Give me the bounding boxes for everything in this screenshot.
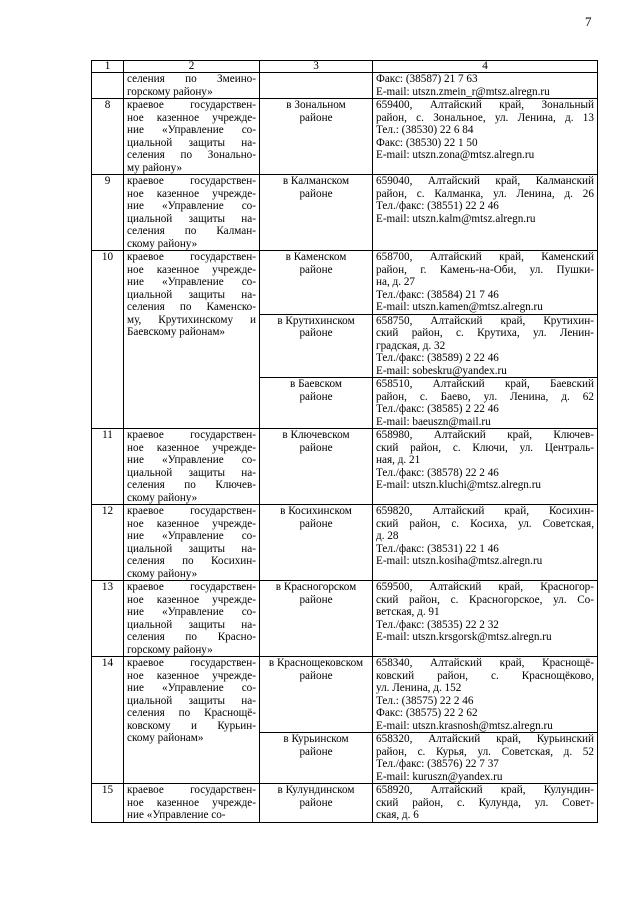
- district-line: в Каменском: [285, 251, 347, 263]
- table-row: [92, 73, 598, 99]
- organization-line: циальной защиты на-: [127, 542, 256, 555]
- organization-line: селения по Красно-: [127, 631, 256, 643]
- organization-name: [124, 175, 260, 251]
- district-name: [260, 657, 373, 733]
- table-row: [92, 581, 598, 657]
- offices-table-body: [92, 61, 598, 823]
- address-line: E-mail: utszn.kalm@mtsz.alregn.ru: [376, 212, 536, 225]
- district-line: в Крутихинском: [277, 314, 355, 327]
- address-line: Факс: (38530) 22 1 50: [376, 136, 478, 149]
- organization-line: циальной защиты на-: [127, 466, 256, 479]
- organization-line: краевое государствен-: [127, 99, 256, 111]
- organization-line: ное казенное учрежде-: [127, 441, 256, 454]
- organization-name: [124, 429, 260, 505]
- address-line: E-mail: utszn.zona@mtsz.alregn.ru: [376, 149, 535, 161]
- district-line: в Краснощековском: [268, 657, 364, 669]
- address-line: 659400, Алтайский край, Зональный: [376, 99, 594, 111]
- district-line: районе: [299, 745, 333, 758]
- table-row: [92, 657, 598, 733]
- table-row: [92, 429, 598, 505]
- office-address: [373, 581, 598, 657]
- district-line: в Кулундинском: [277, 784, 355, 796]
- district-line: в Калманском: [282, 175, 350, 187]
- row-number: 12: [92, 505, 124, 581]
- address-line: район, с. Зональное, ул. Ленина, д. 13: [376, 111, 594, 124]
- organization-line: краевое государствен-: [127, 581, 256, 593]
- address-line: градская, д. 32: [376, 339, 446, 352]
- address-line: ский район, с. Красногорское, ул. Со-: [376, 593, 594, 606]
- table-row: [92, 99, 598, 175]
- address-line: Тел./факс: (38576) 22 7 37: [376, 758, 499, 770]
- district-name: [260, 784, 373, 823]
- district-line: районе: [299, 390, 333, 403]
- district-line: в Ключевском: [282, 429, 350, 441]
- address-line: ский район, с. Косиха, ул. Советская,: [376, 517, 594, 530]
- organization-line: краевое государствен-: [127, 429, 256, 441]
- organization-line: ние «Управление со-: [127, 276, 256, 288]
- address-line: район, г. Камень-на-Оби, ул. Пушки-: [376, 263, 594, 276]
- header-cell-2: 2: [124, 61, 260, 73]
- district-line: в Курьинском: [283, 733, 349, 745]
- row-number: [92, 73, 124, 99]
- address-line: ский район, с. Крутиха, ул. Ленин-: [376, 327, 594, 339]
- district-name: [260, 314, 373, 378]
- office-address: [373, 175, 598, 251]
- office-address: [373, 733, 598, 784]
- address-line: ветская, д. 91: [376, 606, 440, 618]
- address-line: д. 28: [376, 530, 399, 542]
- organization-line: краевое государствен-: [127, 784, 256, 796]
- organization-line: ние «Управление со-: [127, 809, 226, 821]
- district-name: [260, 175, 373, 251]
- office-address: [373, 505, 598, 581]
- organization-line: скому району»: [127, 567, 198, 580]
- address-line: ский район, с. Ключи, ул. Централь-: [376, 441, 594, 454]
- organization-line: селения по Калман-: [127, 225, 256, 237]
- address-line: Тел./факс: (38584) 21 7 46: [376, 288, 499, 301]
- organization-line: ние «Управление со-: [127, 200, 256, 212]
- organization-line: селения по Змеино-: [127, 73, 256, 85]
- row-number: 14: [92, 657, 124, 784]
- organization-line: скому району»: [127, 237, 198, 250]
- address-line: Тел./факс: (38531) 22 1 46: [376, 542, 499, 555]
- organization-name: [124, 251, 260, 429]
- address-line: E-mail: utszn.zmein_r@mtsz.alregn.ru: [376, 85, 550, 98]
- organization-line: циальной защиты на-: [127, 618, 256, 631]
- organization-line: скому районам»: [127, 732, 204, 744]
- row-number: 11: [92, 429, 124, 505]
- organization-line: ние «Управление со-: [127, 606, 256, 618]
- address-line: Тел./факс: (38578) 22 2 46: [376, 466, 499, 479]
- district-line: районе: [299, 593, 333, 606]
- district-name: [260, 99, 373, 175]
- organization-name: [124, 73, 260, 99]
- district-name: [260, 429, 373, 505]
- office-address: [373, 73, 598, 99]
- organization-line: селения по Ключев-: [127, 479, 256, 491]
- organization-line: краевое государствен-: [127, 251, 256, 263]
- address-line: 659040, Алтайский край, Калманский: [376, 175, 594, 187]
- address-line: Тел.: (38530) 22 6 84: [376, 124, 474, 136]
- organization-line: селения по Каменско-: [127, 301, 256, 313]
- organization-line: горскому району»: [127, 643, 213, 656]
- organization-name: [124, 99, 260, 175]
- address-line: 658750, Алтайский край, Крутихин-: [376, 314, 594, 327]
- address-line: 658340, Алтайский край, Краснощё-: [376, 657, 594, 669]
- table-row: [92, 784, 598, 823]
- organization-line: му району»: [127, 161, 183, 174]
- row-number: 13: [92, 581, 124, 657]
- organization-line: скому району»: [127, 491, 198, 504]
- address-line: Тел./факс: (38589) 2 22 46: [376, 352, 499, 364]
- district-line: районе: [299, 441, 333, 454]
- organization-line: ное казенное учрежде-: [127, 111, 256, 124]
- district-line: районе: [299, 263, 333, 276]
- header-row: [92, 61, 598, 73]
- organization-line: циальной защиты на-: [127, 212, 256, 225]
- organization-line: ние «Управление со-: [127, 530, 256, 542]
- row-number: 8: [92, 99, 124, 175]
- address-line: Тел./факс: (38535) 22 2 32: [376, 618, 499, 631]
- address-line: 658700, Алтайский край, Каменский: [376, 251, 594, 263]
- address-line: ковский район, с. Краснощёково,: [376, 669, 594, 682]
- organization-line: ние «Управление со-: [127, 682, 256, 694]
- organization-line: селения по Краснощё-: [127, 707, 256, 719]
- district-line: в Зональном: [286, 99, 346, 111]
- address-line: E-mail: utszn.kosiha@mtsz.alregn.ru: [376, 555, 543, 567]
- organization-line: ное казенное учрежде-: [127, 187, 256, 200]
- row-number: 10: [92, 251, 124, 429]
- organization-line: циальной защиты на-: [127, 694, 256, 707]
- organization-line: ное казенное учрежде-: [127, 593, 256, 606]
- address-line: ский район, с. Кулунда, ул. Совет-: [376, 796, 594, 809]
- table-row: [92, 505, 598, 581]
- district-name: [260, 251, 373, 315]
- office-address: [373, 429, 598, 505]
- table-row: [92, 251, 598, 315]
- address-line: Факс: (38575) 22 2 62: [376, 707, 478, 719]
- address-line: на, д. 27: [376, 276, 416, 288]
- address-line: E-mail: sobeskru@yandex.ru: [376, 364, 507, 377]
- organization-name: [124, 581, 260, 657]
- district-line: районе: [299, 796, 333, 809]
- organization-line: ковскому и Курьин-: [127, 719, 256, 732]
- address-line: E-mail: utszn.krasnosh@mtsz.alregn.ru: [376, 719, 553, 732]
- header-cell-3: 3: [260, 61, 373, 73]
- district-line: районе: [299, 187, 333, 200]
- district-line: районе: [299, 327, 333, 339]
- address-line: ная, д. 21: [376, 454, 421, 466]
- organization-line: му, Крутихинскому и: [127, 313, 256, 326]
- district-line: в Красногорском: [275, 581, 357, 593]
- district-line: районе: [299, 669, 333, 682]
- organization-line: краевое государствен-: [127, 505, 256, 517]
- office-address: [373, 657, 598, 733]
- header-cell-1: 1: [92, 61, 124, 73]
- offices-table: [91, 60, 598, 823]
- address-line: E-mail: utszn.kluchi@mtsz.alregn.ru: [376, 479, 542, 491]
- address-line: E-mail: utszn.kamen@mtsz.alregn.ru: [376, 301, 543, 313]
- address-line: район, с. Баево, ул. Ленина, д. 62: [376, 390, 594, 403]
- page-number: 7: [585, 14, 592, 29]
- organization-line: ное казенное учрежде-: [127, 796, 256, 809]
- address-line: 658320, Алтайский край, Курьинский: [376, 733, 594, 745]
- organization-line: краевое государствен-: [127, 657, 256, 669]
- address-line: 658920, Алтайский край, Кулундин-: [376, 784, 594, 796]
- organization-line: ное казенное учрежде-: [127, 263, 256, 276]
- office-address: [373, 784, 598, 823]
- address-line: Факс: (38587) 21 7 63: [376, 73, 478, 85]
- address-line: ская, д. 6: [376, 809, 419, 821]
- district-name: [260, 378, 373, 429]
- address-line: 658980, Алтайский край, Ключев-: [376, 429, 594, 441]
- district-name: [260, 73, 373, 99]
- row-number: 9: [92, 175, 124, 251]
- address-line: Тел./факс: (38551) 22 2 46: [376, 200, 499, 212]
- office-address: [373, 99, 598, 175]
- organization-line: циальной защиты на-: [127, 288, 256, 301]
- address-line: Тел.: (38575) 22 2 46: [376, 694, 474, 707]
- organization-line: ное казенное учрежде-: [127, 669, 256, 682]
- row-number: 15: [92, 784, 124, 823]
- organization-line: ное казенное учрежде-: [127, 517, 256, 530]
- address-line: E-mail: utszn.krsgorsk@mtsz.alregn.ru: [376, 631, 552, 643]
- district-name: [260, 505, 373, 581]
- address-line: район, с. Курья, ул. Советская, д. 52: [376, 745, 594, 758]
- organization-name: [124, 505, 260, 581]
- address-line: E-mail: baeuszn@mail.ru: [376, 415, 491, 428]
- district-name: [260, 733, 373, 784]
- organization-line: ние «Управление со-: [127, 454, 256, 466]
- office-address: [373, 314, 598, 378]
- district-line: в Баевском: [290, 378, 342, 390]
- district-name: [260, 581, 373, 657]
- address-line: 659500, Алтайский край, Красногор-: [376, 581, 594, 593]
- district-line: районе: [299, 517, 333, 530]
- address-line: 659820, Алтайский край, Косихин-: [376, 505, 594, 517]
- address-line: Тел./факс: (38585) 2 22 46: [376, 403, 499, 415]
- address-line: ул. Ленина, д. 152: [376, 682, 462, 694]
- address-line: 658510, Алтайский край, Баевский: [376, 378, 594, 390]
- organization-line: горскому району»: [127, 85, 213, 98]
- organization-line: селения по Зонально-: [127, 149, 256, 161]
- table-row: [92, 175, 598, 251]
- organization-name: [124, 784, 260, 823]
- office-address: [373, 378, 598, 429]
- district-line: в Косихинском: [280, 505, 352, 517]
- organization-line: Баевскому районам»: [127, 326, 226, 338]
- organization-line: циальной защиты на-: [127, 136, 256, 149]
- district-line: районе: [299, 111, 333, 124]
- office-address: [373, 251, 598, 315]
- header-cell-4: 4: [373, 61, 598, 73]
- address-line: район, с. Калманка, ул. Ленина, д. 26: [376, 187, 594, 200]
- organization-line: ние «Управление со-: [127, 124, 256, 136]
- address-line: E-mail: kuruszn@yandex.ru: [376, 770, 503, 783]
- organization-name: [124, 657, 260, 784]
- organization-line: селения по Косихин-: [127, 555, 256, 567]
- organization-line: краевое государствен-: [127, 175, 256, 187]
